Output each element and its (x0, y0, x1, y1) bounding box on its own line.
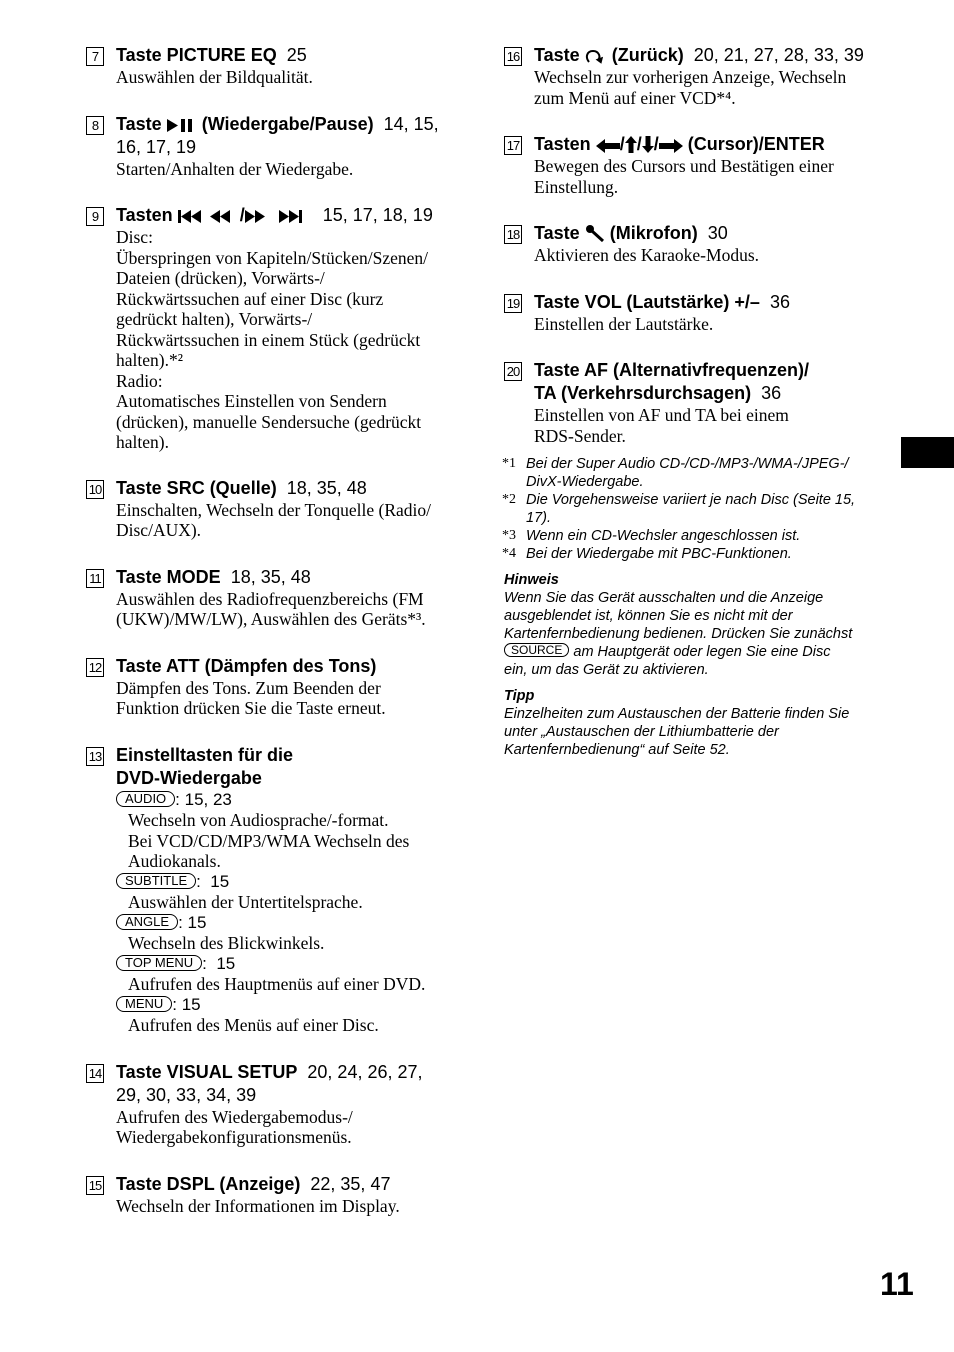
entry-10 (86, 477, 466, 541)
item-number: 18 (504, 225, 522, 244)
entry-description: Wechseln der Informationen im Display. (116, 1195, 400, 1216)
play-pause-icon (167, 118, 197, 133)
top-menu-key: TOP MENU (116, 955, 202, 971)
page-refs: 25 (286, 45, 307, 65)
entry-heading-suffix: (Cursor)/ENTER (687, 134, 825, 154)
prev-rewind-icon (178, 209, 240, 224)
right-column (504, 44, 884, 759)
footnote: *1 Bei der Super Audio CD-/CD-/MP3-/WMA-/JPEG-/ DivX-Wiedergabe. (502, 456, 849, 490)
entry-heading: Taste (534, 45, 580, 65)
right-arrow-icon (659, 139, 683, 153)
page-refs: 30 (707, 223, 728, 243)
page-refs: 14, 15, 16, 17, 19 (116, 113, 439, 157)
key-description: Wechseln des Blickwinkels. (128, 933, 325, 953)
hinweis-note: Hinweis Wenn Sie das Gerät ausschalten und die Anzeige ausgeblendet ist, können Sie es nicht mit der Kartenfernbedienung bedienen. Drücken Sie zunächst SOURCE am Hauptgerät oder legen Sie eine Disc ein, um das Gerät zu aktivieren. (504, 571, 884, 679)
menu-key: MENU (116, 996, 172, 1012)
footnote: *4 Bei der Wiedergabe mit PBC-Funktionen. (502, 546, 792, 562)
audio-key: AUDIO (116, 791, 175, 807)
entry-description: Disc: Überspringen von Kapiteln/Stücken/Szenen/ Dateien (drücken), Vorwärts-/ Rückwärtssuchen auf einer Disc (kurz gedrückt halten), Vorwärts-/ Rückwärtssuchen in einem Stück (gedrückt halten).*² Radio: Automatisches Einstellen von Sendern (drücken), manuelle Sendersuche (gedrückt halten). (116, 227, 429, 452)
entry-heading: Taste SRC (Quelle) (116, 477, 277, 498)
entry-20 (504, 359, 884, 446)
page-refs: 36 (769, 291, 790, 312)
entry-7 (86, 44, 466, 88)
entry-description: Starten/Anhalten der Wiedergabe. (116, 158, 354, 179)
page-refs: 18, 35, 48 (230, 566, 311, 587)
key-menu-row (116, 995, 466, 1016)
key-angle-row (116, 913, 466, 934)
entry-heading: Taste AF (Alternativfrequenzen)/ (534, 360, 810, 380)
entry-heading: Taste VISUAL SETUP (116, 1061, 298, 1082)
note-title: Hinweis (504, 572, 559, 588)
entry-heading: Tasten (116, 205, 173, 225)
entry-heading-line2: TA (Verkehrsdurchsagen) (534, 383, 752, 403)
key-audio-row (116, 790, 466, 811)
page-refs: : 15 (202, 953, 236, 973)
entry-15 (86, 1173, 466, 1217)
item-number: 8 (86, 116, 104, 135)
page-refs: 20, 24, 26, 27, (307, 1061, 423, 1082)
entry-description: Aktivieren des Karaoke-Modus. (534, 245, 760, 265)
entry-description: Einstellen der Lautstärke. (534, 313, 714, 334)
item-number: 15 (86, 1176, 104, 1195)
page-refs: 22, 35, 47 (310, 1173, 391, 1194)
page-refs: 15, 17, 18, 19 (322, 205, 433, 225)
key-top-menu-row (116, 954, 466, 975)
entry-heading: Einstelltasten für die (116, 744, 294, 765)
key-description: Wechseln von Audiosprache/-format. Bei VCD/CD/MP3/WMA Wechseln des Audiokanals. (128, 810, 410, 871)
page-refs: : 15, 23 (175, 789, 232, 809)
entry-heading: Taste VOL (Lautstärke) +/– (534, 291, 760, 312)
item-number: 19 (504, 294, 522, 313)
entry-description: Einschalten, Wechseln der Tonquelle (Radio/ Disc/AUX). (116, 499, 432, 540)
entry-description: Auswählen des Radiofrequenzbereichs (FM (UKW)/MW/LW), Auswählen des Geräts*³. (116, 588, 426, 629)
down-arrow-icon (642, 136, 654, 153)
entry-heading: Tasten (534, 134, 591, 154)
item-number: 7 (86, 47, 104, 66)
entry-description: Aufrufen des Wiedergabemodus-/ Wiedergabekonfigurationsmenüs. (116, 1106, 353, 1147)
key-description: Aufrufen des Menüs auf einer Disc. (128, 1015, 379, 1035)
item-number: 16 (504, 47, 522, 66)
item-number: 11 (86, 569, 104, 588)
note-title: Tipp (504, 688, 535, 704)
item-number: 14 (86, 1064, 104, 1083)
back-arrow-icon (585, 49, 607, 64)
up-arrow-icon (625, 136, 637, 153)
footnotes (504, 455, 884, 563)
item-number: 13 (86, 747, 104, 766)
subtitle-key: SUBTITLE (116, 873, 196, 889)
entry-heading-suffix: (Mikrofon) (609, 223, 698, 243)
page-refs-line2: 29, 30, 33, 34, 39 (116, 1084, 257, 1105)
entry-description: Wechseln zur vorherigen Anzeige, Wechseln zum Menü auf einer VCD*⁴. (534, 67, 847, 108)
angle-key: ANGLE (116, 914, 178, 930)
key-subtitle-row (116, 872, 466, 893)
page-refs: 20, 21, 27, 28, 33, 39 (693, 45, 864, 65)
left-arrow-icon (596, 139, 620, 153)
item-number: 17 (504, 136, 522, 155)
page-refs: : 15 (172, 994, 201, 1014)
entry-heading: Taste DSPL (Anzeige) (116, 1173, 301, 1194)
entry-8 (86, 113, 466, 180)
item-number: 12 (86, 658, 104, 677)
item-number: 9 (86, 207, 104, 226)
entry-heading: Taste MODE (116, 566, 221, 587)
entry-description: Dämpfen des Tons. Zum Beenden der Funktion drücken Sie die Taste erneut. (116, 677, 386, 718)
key-description: Aufrufen des Hauptmenüs auf einer DVD. (128, 974, 426, 994)
entry-heading: Taste (116, 113, 162, 134)
source-key: SOURCE (504, 643, 569, 657)
entry-19 (504, 291, 884, 335)
entry-heading: Taste (534, 223, 580, 243)
microphone-icon (585, 224, 605, 242)
entry-13 (86, 744, 466, 1036)
key-description: Auswählen der Untertitelsprache. (128, 892, 363, 912)
entry-18 (504, 222, 884, 266)
entry-heading-suffix: (Wiedergabe/Pause) (201, 113, 374, 134)
left-column (86, 44, 466, 1216)
entry-17: 17 Tasten / / / (Cursor)/ENTER Bewegen des Cursors und Bestätigen einer Einstellung. (504, 133, 884, 197)
tipp-note: Tipp Einzelheiten zum Austauschen der Batterie finden Sie unter „Austauschen der Lithiumbatterie der Kartenfernbedienung“ auf Seite 52. (504, 687, 884, 759)
item-number: 20 (504, 362, 522, 381)
entry-heading: Taste PICTURE EQ (116, 45, 277, 65)
footnote: *2 Die Vorgehensweise variiert je nach Disc (Seite 15, 17). (502, 492, 856, 526)
entry-16 (504, 44, 884, 108)
page-refs: : 15 (196, 871, 230, 891)
entry-14 (86, 1061, 466, 1148)
entry-description: Einstellen von AF und TA bei einem RDS-Sender. (534, 405, 789, 446)
entry-12 (86, 655, 466, 719)
entry-description: Auswählen der Bildqualität. (116, 67, 313, 87)
item-number: 10 (86, 480, 104, 499)
entry-heading-line2: DVD-Wiedergabe (116, 767, 262, 788)
page-refs: 36 (761, 383, 782, 403)
entry-heading-suffix: (Zurück) (611, 45, 684, 65)
forward-next-icon (245, 209, 313, 224)
section-tab-marker (901, 437, 954, 468)
page-refs: 18, 35, 48 (286, 477, 367, 498)
entry-9: 9 Tasten / 15, 17, 18, 19 Disc: Überspringen von Kapiteln/Stücken/Szenen/ Dateien (drücken), Vorwärts-/ Rückwärtssuchen auf einer Disc (kurz gedrückt halten), Vorwärts-/ Rückwärtssuchen in einem Stück (gedrückt halten).*² Radio: Automatisches Einstellen von Sendern (drücken), manuelle Sendersuche (gedrückt halten). (86, 204, 466, 453)
entry-11 (86, 566, 466, 630)
page-number: 11 (880, 1266, 914, 1302)
entry-description: Bewegen des Cursors und Bestätigen einer Einstellung. (534, 156, 834, 197)
footnote: *3 Wenn ein CD-Wechsler angeschlossen ist. (502, 528, 801, 544)
entry-heading: Taste ATT (Dämpfen des Tons) (116, 655, 377, 676)
page-refs: : 15 (178, 912, 207, 932)
